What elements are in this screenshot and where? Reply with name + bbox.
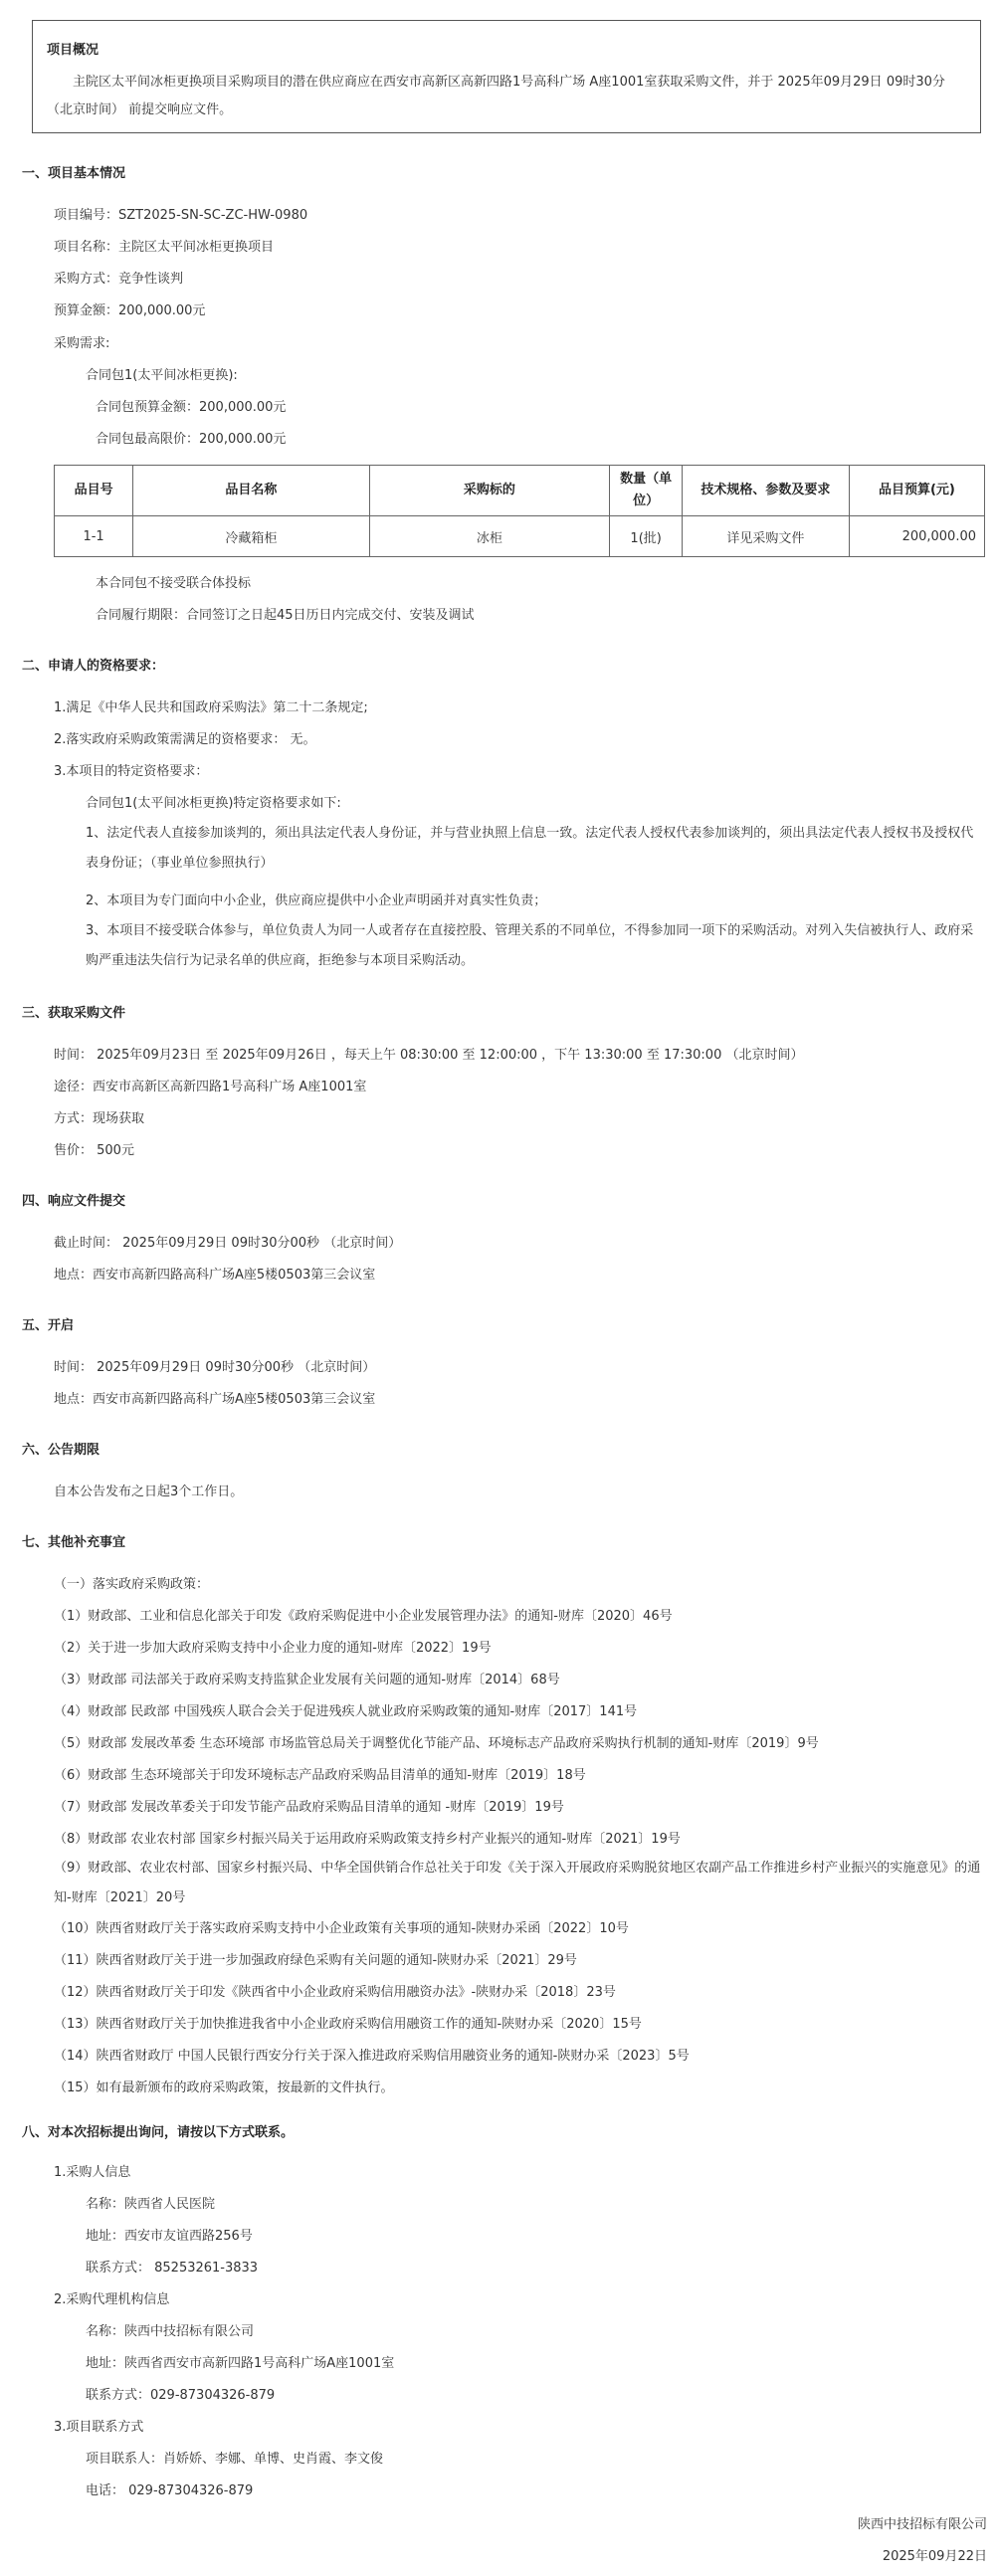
table-cell: 详见采购文件 [683,516,850,557]
requirement-2: 2、本项目为专门面向中小企业，供应商应提供中小企业声明函并对真实性负责； [86,893,547,908]
table-header: 品目号 [55,466,133,516]
section-6-heading: 六、公告期限 [22,1443,100,1458]
policy-item: （4）财政部 民政部 中国残疾人联合会关于促进残疾人就业政府采购政策的通知-财库〔2017〕141号 [54,1704,638,1719]
policy-item: （7）财政部 发展改革委关于印发节能产品政府采购品目清单的通知 -财库〔2019〕19号 [54,1800,564,1815]
policy-item: （15）如有最新颁布的政府采购政策，按最新的文件执行。 [54,2081,394,2095]
project-name: 项目名称：主院区太平间冰柜更换项目 [54,240,275,255]
buyer-name: 名称：陕西省人民医院 [86,2197,216,2212]
buyer-title: 1.采购人信息 [54,2165,131,2180]
table-cell: 200,000.00 [849,516,984,557]
buyer-contact: 联系方式： 85253261-3833 [86,2261,259,2276]
requirement-3: 3、本项目不接受联合体参与，单位负责人为同一人或者存在直接控股、管理关系的不同单位，不得参加同一项下的采购活动。对列入失信被执行人、政府采购严重违法失信行为记录名单的供应商，拒绝参与本项目采购活动。 [86,923,974,968]
policy-item: （10）陕西省财政厅关于落实政府采购支持中小企业政策有关事项的通知-陕财办采函〔2022〕10号 [54,1921,629,1936]
acquire-price: 售价： 500元 [54,1143,134,1158]
policy-item: （3）财政部 司法部关于政府采购支持监狱企业发展有关问题的通知-财库〔2014〕68号 [54,1673,560,1687]
section-1-heading: 一、项目基本情况 [22,166,126,181]
table-header: 品目名称 [133,466,369,516]
footer-date: 2025年09月22日 [882,2549,987,2564]
submission-deadline: 截止时间： 2025年09月29日 09时30分00秒 （北京时间） [54,1236,402,1251]
no-consortium-note: 本合同包不接受联合体投标 [96,576,252,591]
acquire-method: 方式：现场获取 [54,1111,145,1126]
table-header: 技术规格、参数及要求 [683,466,850,516]
opening-place: 地点：西安市高新四路高科广场A座5楼0503第三会议室 [54,1392,376,1407]
section-3-heading: 三、获取采购文件 [22,1006,126,1021]
agent-name: 名称：陕西中技招标有限公司 [86,2324,255,2339]
agent-title: 2.采购代理机构信息 [54,2292,170,2307]
table-cell: 1-1 [55,516,133,557]
qualification-1: 1.满足《中华人民共和国政府采购法》第二十二条规定; [54,700,368,715]
overview-box [32,20,981,133]
section-7-heading: 七、其他补充事宜 [22,1535,126,1550]
items-table [54,465,985,557]
agent-contact: 联系方式：029-87304326-879 [86,2388,276,2403]
section-8-heading: 八、对本次招标提出询问，请按以下方式联系。 [22,2125,295,2140]
budget-amount: 预算金额：200,000.00元 [54,303,206,318]
table-header: 采购标的 [369,466,610,516]
policy-item: （2）关于进一步加大政府采购支持中小企业力度的通知-财库〔2022〕19号 [54,1641,492,1656]
acquire-time: 时间： 2025年09月23日 至 2025年09月26日 ，每天上午 08:30:00 至 12:00:00 ，下午 13:30:00 至 17:30:00 （北京时间） [54,1048,804,1063]
overview-text: 主院区太平间冰柜更换项目采购项目的潜在供应商应在西安市高新区高新四路1号高科广场 A座1001室获取采购文件，并于 2025年09月29日 09时30分 （北京时间） 前提交响应文件。 [47,75,945,117]
policy-item: （1）财政部、工业和信息化部关于印发《政府采购促进中小企业发展管理办法》的通知-财库〔2020〕46号 [54,1609,673,1624]
submission-place: 地点：西安市高新四路高科广场A座5楼0503第三会议室 [54,1268,376,1283]
table-cell: 冷藏箱柜 [133,516,369,557]
project-contact-people: 项目联系人：肖娇娇、李娜、单博、史肖霞、李文俊 [86,2452,384,2467]
table-header: 数量（单位） [610,466,683,516]
section-5-heading: 五、开启 [22,1318,75,1333]
opening-time: 时间： 2025年09月29日 09时30分00秒 （北京时间） [54,1360,376,1375]
acquire-place: 途径：西安市高新区高新四路1号高科广场 A座1001室 [54,1080,367,1094]
table-cell: 1(批) [610,516,683,557]
qualification-2: 2.落实政府采购政策需满足的资格要求： 无。 [54,732,316,747]
project-contact-phone: 电话： 029-87304326-879 [86,2483,254,2498]
section-4-heading: 四、响应文件提交 [22,1194,126,1209]
policy-item: （5）财政部 发展改革委 生态环境部 市场监管总局关于调整优化节能产品、环境标志产品政府采购执行机制的通知-财库〔2019〕9号 [54,1736,819,1751]
section-2-heading: 二、申请人的资格要求： [22,659,165,674]
policy-item: （14）陕西省财政厅 中国人民银行西安分行关于深入推进政府采购信用融资业务的通知-陕财办采〔2023〕5号 [54,2049,690,2064]
overview-title: 项目概况 [47,43,100,58]
contract-package: 合同包1(太平间冰柜更换): [86,368,238,383]
project-number: 项目编号：SZT2025-SN-SC-ZC-HW-0980 [54,208,308,223]
procurement-demand: 采购需求: [54,336,110,351]
policy-item: （8）财政部 农业农村部 国家乡村振兴局关于运用政府采购政策支持乡村产业振兴的通知-财库〔2021〕19号 [54,1832,681,1847]
project-contact-title: 3.项目联系方式 [54,2420,144,2435]
package-max-price: 合同包最高限价：200,000.00元 [96,432,287,447]
contract-term: 合同履行期限：合同签订之日起45日历日内完成交付、安装及调试 [96,608,475,623]
procurement-method: 采购方式：竞争性谈判 [54,272,184,287]
policy-item: （13）陕西省财政厅关于加快推进我省中小企业政府采购信用融资工作的通知-陕财办采〔2020〕15号 [54,2017,642,2032]
policy-item: （11）陕西省财政厅关于进一步加强政府绿色采购有关问题的通知-陕财办采〔2021〕29号 [54,1953,577,1968]
table-cell: 冰柜 [369,516,610,557]
policy-item: （12）陕西省财政厅关于印发《陕西省中小企业政府采购信用融资办法》-陕财办采〔2018〕23号 [54,1985,616,2000]
table-row [55,516,985,557]
package-budget: 合同包预算金额：200,000.00元 [96,400,287,415]
footer-organization: 陕西中技招标有限公司 [857,2517,987,2532]
policy-item: （6）财政部 生态环境部关于印发环境标志产品政府采购品目清单的通知-财库〔2019〕18号 [54,1768,586,1783]
qualification-3: 3.本项目的特定资格要求： [54,764,209,779]
package-qualification: 合同包1(太平间冰柜更换)特定资格要求如下: [86,796,341,811]
policy-intro: （一）落实政府采购政策： [54,1577,210,1592]
table-header: 品目预算(元) [849,466,984,516]
buyer-address: 地址：西安市友谊西路256号 [86,2229,253,2244]
notice-period: 自本公告发布之日起3个工作日。 [54,1485,244,1499]
requirement-1: 1、法定代表人直接参加谈判的，须出具法定代表人身份证，并与营业执照上信息一致。法定代表人授权代表参加谈判的，须出具法定代表人授权书及授权代表身份证；（事业单位参照执行） [86,826,974,871]
table-header-row [55,466,985,516]
agent-address: 地址：陕西省西安市高新四路1号高科广场A座1001室 [86,2356,395,2371]
policy-item: （9）财政部、农业农村部、国家乡村振兴局、中华全国供销合作总社关于印发《关于深入开展政府采购脱贫地区农副产品工作推进乡村产业振兴的实施意见》的通知-财库〔2021〕20号 [54,1861,981,1905]
